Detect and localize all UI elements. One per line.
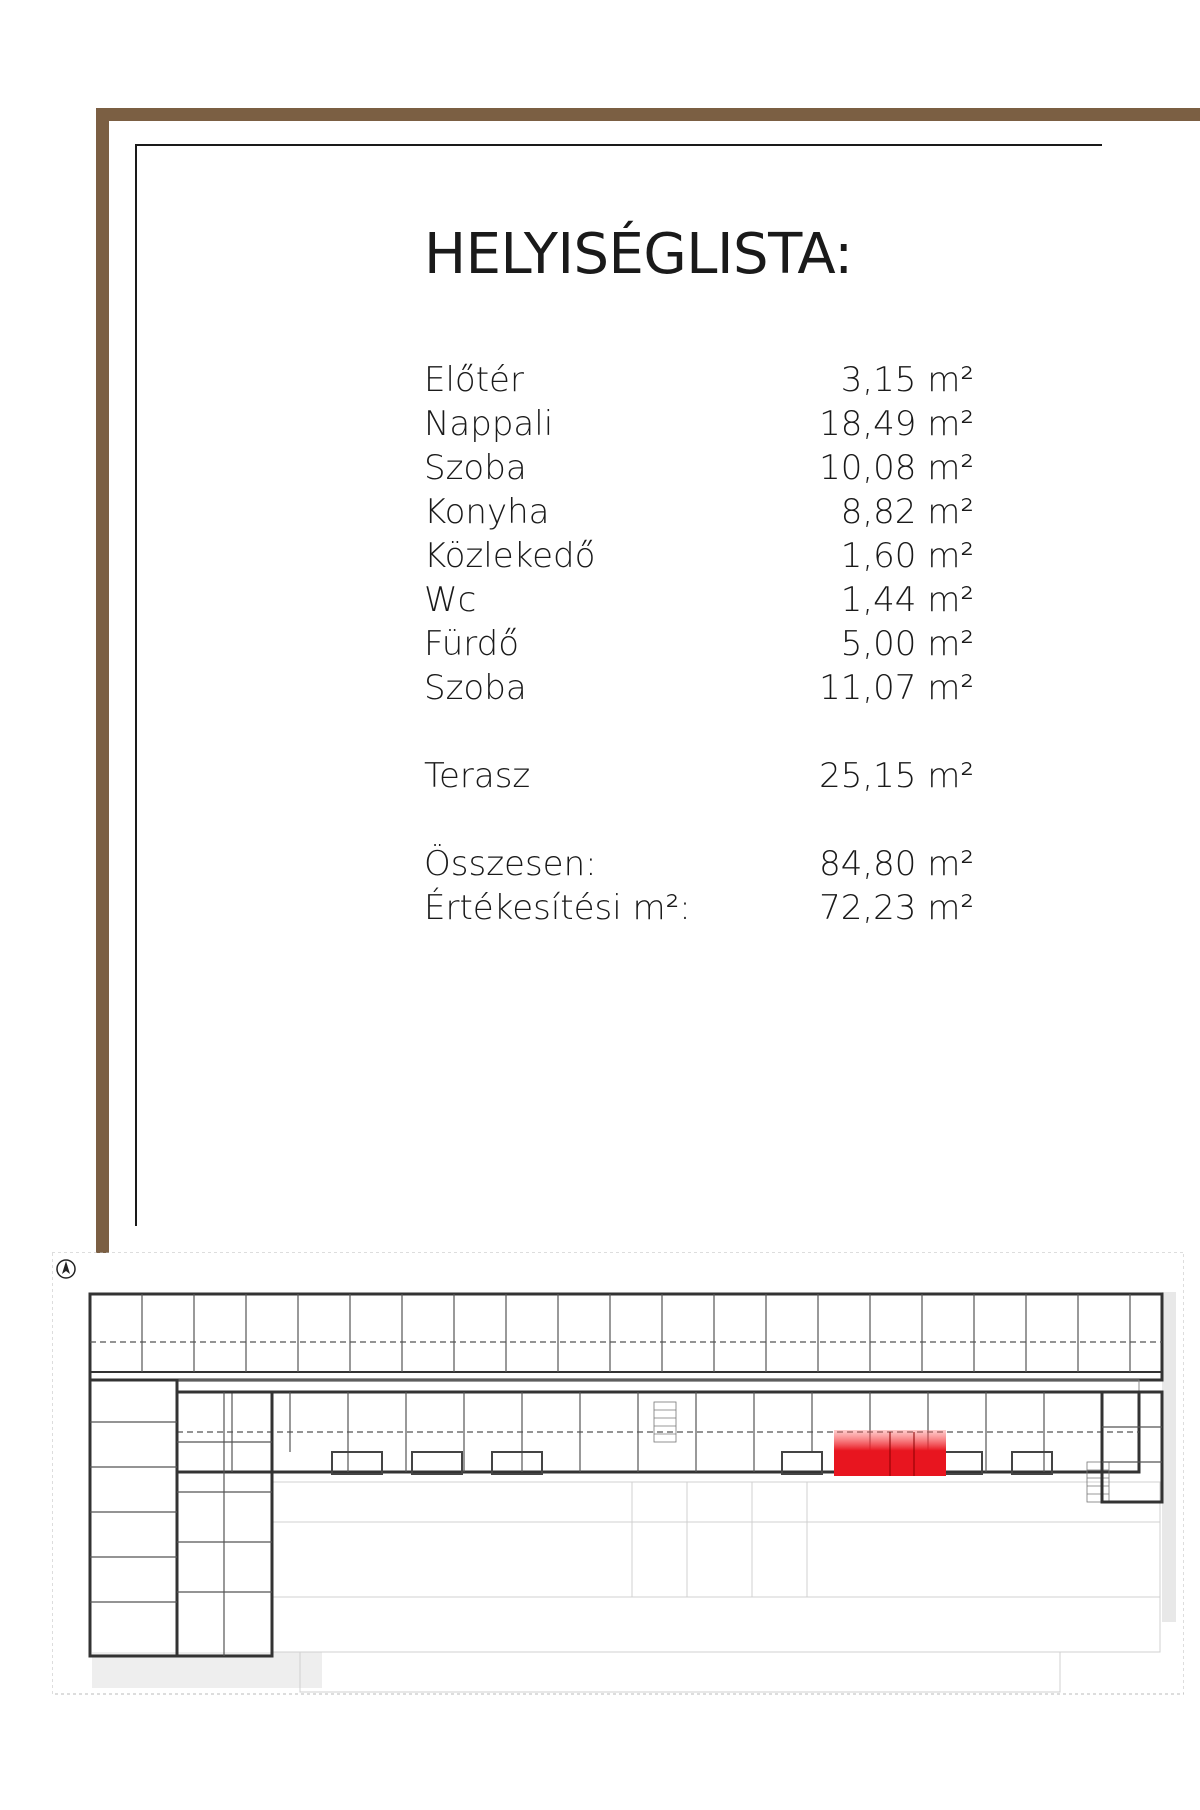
room-name: Szoba: [424, 448, 527, 488]
room-area: 18,49 m²: [819, 404, 974, 444]
room-row: [424, 358, 974, 402]
page-title: HELYISÉGLISTA:: [424, 222, 853, 287]
room-list: [424, 358, 974, 930]
room-name: Wc: [424, 580, 477, 620]
decorative-frame-left: [96, 108, 109, 1253]
room-name: Konyha: [424, 492, 550, 532]
room-area: 3,15 m²: [840, 360, 974, 400]
total-name: Összesen:: [424, 844, 597, 884]
room-area: 11,07 m²: [819, 668, 974, 708]
room-area: 8,82 m²: [840, 492, 974, 532]
room-area: 1,60 m²: [840, 536, 974, 576]
room-name: Előtér: [424, 360, 524, 400]
room-row: [424, 534, 974, 578]
room-row: [424, 622, 974, 666]
terrace-area: 25,15 m²: [819, 756, 974, 796]
sales-area-value: 72,23 m²: [819, 888, 974, 928]
room-row: [424, 446, 974, 490]
sales-area-name: Értékesítési m²:: [424, 888, 691, 928]
inner-border-top: [136, 144, 1102, 146]
room-area: 10,08 m²: [819, 448, 974, 488]
room-row: [424, 666, 974, 710]
room-row: [424, 402, 974, 446]
room-name: Fürdő: [424, 624, 520, 664]
decorative-frame-top: [96, 108, 1200, 121]
terrace-row: [424, 754, 974, 798]
floor-plan: [52, 1252, 1184, 1696]
compass-icon: [57, 1260, 75, 1278]
room-row: [424, 490, 974, 534]
terrace-name: Terasz: [424, 756, 531, 796]
room-row: [424, 578, 974, 622]
total-row: [424, 842, 974, 886]
room-name: Szoba: [424, 668, 527, 708]
room-name: Nappali: [424, 404, 554, 444]
room-area: 1,44 m²: [840, 580, 974, 620]
sales-area-row: [424, 886, 974, 930]
inner-border-left: [135, 144, 137, 1226]
room-area: 5,00 m²: [840, 624, 974, 664]
total-area: 84,80 m²: [819, 844, 974, 884]
room-name: Közlekedő: [424, 536, 596, 576]
